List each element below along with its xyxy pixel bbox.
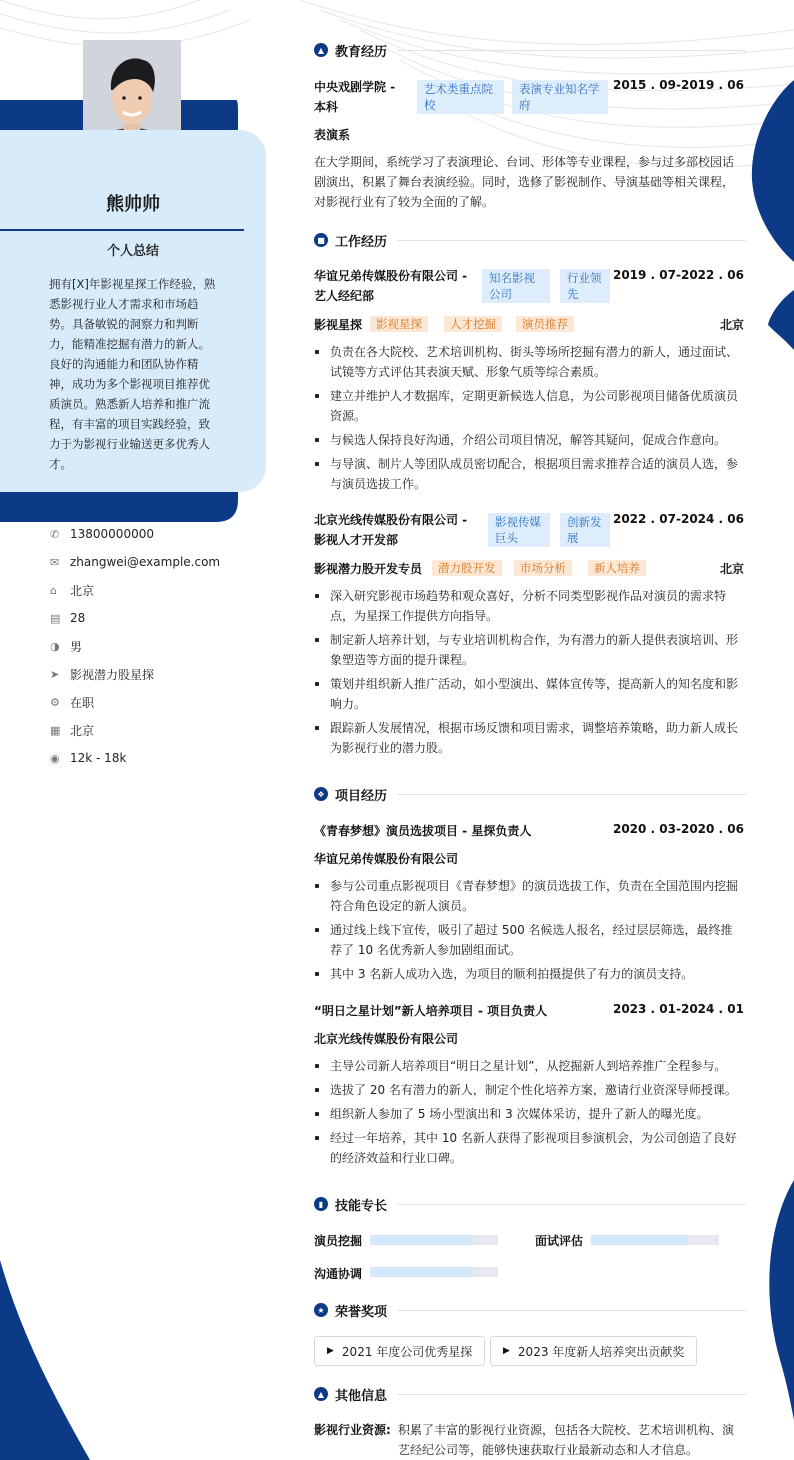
job-role: 影视星探 [314, 318, 363, 332]
bar-chart-icon: ▮ [314, 1197, 328, 1211]
education-tag: 表演专业知名学府 [512, 80, 608, 114]
project-bullet: 选拔了 20 名有潜力的新人，制定个性化培养方案，邀请行业资深导师授课。 [314, 1080, 744, 1100]
triangle-icon: ▶ [503, 1346, 510, 1356]
job-tag: 创新发展 [560, 513, 610, 547]
project-name: “明日之星计划”新人培养项目 - 项目负责人 [314, 1004, 548, 1018]
project-bullet: 组织新人参加了 5 场小型演出和 3 次媒体采访，提升了新人的曝光度。 [314, 1104, 744, 1124]
graduation-cap-icon: ▲ [314, 43, 328, 57]
work-section-header: ■ 工作经历 [314, 230, 746, 250]
personal-info-list [50, 520, 280, 772]
info-city: ⌂ 北京 [50, 583, 95, 598]
send-icon: ➤ [50, 667, 60, 681]
section-divider [397, 1204, 746, 1205]
job-skill-tag: 新人培养 [588, 560, 646, 576]
info-email: ✉ zhangwei@example.com [50, 555, 221, 569]
education-section-header: ▲ 教育经历 [314, 40, 746, 60]
education-date: 2015 . 09-2019 . 06 [612, 78, 744, 92]
job-skill-tag: 影视星探 [370, 316, 428, 332]
age-icon: ▤ [50, 611, 61, 625]
project-date: 2023 . 01-2024 . 01 [612, 1002, 744, 1016]
job-company: 北京光线传媒股份有限公司 - 影视人才开发部 [314, 513, 468, 547]
job-bullet: 制定新人培养计划，与专业培训机构合作，为有潜力的新人提供表演培训、形象塑造等方面的提升课程。 [314, 630, 744, 670]
job-date: 2019 . 07-2022 . 06 [612, 268, 744, 282]
project-company: 华谊兄弟传媒股份有限公司 [314, 852, 459, 866]
summary-title: 个人总结 [106, 244, 159, 259]
award-icon: ★ [314, 1303, 328, 1317]
section-divider [397, 50, 746, 51]
candidate-name: 熊帅帅 [106, 194, 160, 215]
info-target-job: ➤ 影视潜力股星探 [50, 667, 155, 682]
job-city: 北京 [719, 318, 744, 332]
job-bullet: 建立并维护人才数据库，定期更新候选人信息，为公司影视项目储备优质演员资源。 [314, 386, 744, 426]
skill-bar-fill [370, 1267, 472, 1277]
honors-section-header: ★ 荣誉奖项 [314, 1300, 746, 1320]
job-skill-tag: 演员推荐 [516, 316, 574, 332]
skills-section-header: ▮ 技能专长 [314, 1194, 746, 1214]
job-date: 2022 . 07-2024 . 06 [612, 512, 744, 526]
phone-icon: ✆ [50, 527, 60, 541]
grid-icon: ❖ [314, 787, 328, 801]
info-phone: ✆ 13800000000 [50, 527, 154, 541]
skill-bar [591, 1235, 719, 1245]
job-skill-tag: 市场分析 [514, 560, 572, 576]
other-label: 影视行业资源: [314, 1423, 391, 1437]
project-company: 北京光线传媒股份有限公司 [314, 1032, 459, 1046]
section-divider [397, 240, 746, 241]
info-target-city: ▦ 北京 [50, 723, 95, 738]
project-bullet: 经过一年培养，其中 10 名新人获得了影视项目参演机会，为公司创造了良好的经济效益和行业口碑。 [314, 1128, 744, 1168]
info-gender: ◑ 男 [50, 639, 83, 654]
education-school: 中央戏剧学院 - 本科 [314, 80, 396, 114]
project-date: 2020 . 03-2020 . 06 [612, 822, 744, 836]
project-bullet: 参与公司重点影视项目《青春梦想》的演员选拔工作，负责在全国范围内挖掘符合角色设定的新人演员。 [314, 876, 744, 916]
summary-text: 拥有[X]年影视星探工作经验，熟悉影视行业人才需求和市场趋势。具备敏锐的洞察力和判断力，能精准挖掘有潜力的新人。良好的沟通能力和团队协作精神，成功为多个影视项目推荐优质演员。熟悉新人培养和推广流程，有丰富的项目实践经验，致力于为影视行业输送更多优秀人才。 [49, 277, 216, 471]
other-section-header: ▲ 其他信息 [314, 1384, 746, 1404]
mail-icon: ✉ [50, 555, 60, 569]
honor-item: ▶ 2021 年度公司优秀星探 [314, 1336, 485, 1366]
info-status: ⚙ 在职 [50, 695, 95, 710]
left-column [0, 0, 290, 1460]
skill-bar-fill [591, 1235, 687, 1245]
job-company: 华谊兄弟传媒股份有限公司 - 艺人经纪部 [314, 269, 468, 303]
job-bullet: 与导演、制片人等团队成员密切配合，根据项目需求推荐合适的演员人选，参与演员选拔工作。 [314, 454, 744, 494]
job-city: 北京 [719, 562, 744, 576]
job-bullet: 策划并组织新人推广活动，如小型演出、媒体宣传等，提高新人的知名度和影响力。 [314, 674, 744, 714]
section-divider [397, 1394, 746, 1395]
skill-name: 演员挖掘 [314, 1234, 363, 1248]
summary-card [0, 130, 266, 492]
job-tag: 行业领先 [560, 269, 610, 303]
project-name: 《青春梦想》演员选拔项目 - 星探负责人 [314, 824, 532, 838]
info-salary: ◉ 12k - 18k [50, 751, 127, 765]
skill-bar-fill [370, 1235, 472, 1245]
job-bullet: 深入研究影视市场趋势和观众喜好，分析不同类型影视作品对演员的需求特点，为星探工作提供方向指导。 [314, 586, 744, 626]
briefcase-icon: ■ [314, 233, 328, 247]
job-role: 影视潜力股开发专员 [314, 562, 423, 576]
skill-name: 面试评估 [535, 1234, 584, 1248]
honor-item: ▶ 2023 年度新人培养突出贡献奖 [490, 1336, 697, 1366]
other-text: 积累了丰富的影视行业资源，包括各大院校、艺术培训机构、演艺经纪公司等，能够快速获取行业最新动态和人才信息。 [398, 1423, 735, 1457]
skill-bar [370, 1267, 498, 1277]
name-divider [0, 229, 244, 231]
education-major: 表演系 [314, 128, 351, 142]
salary-icon: ◉ [50, 751, 60, 765]
project-bullet: 主导公司新人培养项目“明日之星计划”，从挖掘新人到培养推广全程参与。 [314, 1056, 744, 1076]
job-tag: 知名影视公司 [482, 269, 550, 303]
info-age: ▤ 28 [50, 611, 86, 625]
status-icon: ⚙ [50, 695, 60, 709]
education-tag: 艺术类重点院校 [417, 80, 504, 114]
info-icon: ▲ [314, 1387, 328, 1401]
job-bullet: 负责在各大院校、艺术培训机构、街头等场所挖掘有潜力的新人，通过面试、试镜等方式评估其表演天赋、形象气质等综合素质。 [314, 342, 744, 382]
job-tag: 影视传媒巨头 [488, 513, 550, 547]
building-icon: ▦ [50, 723, 61, 737]
gender-icon: ◑ [50, 639, 60, 653]
skill-bar [370, 1235, 498, 1245]
job-skill-tag: 人才挖掘 [444, 316, 502, 332]
job-bullet: 跟踪新人发展情况，根据市场反馈和项目需求，调整培养策略，助力新人成长为影视行业的潜力股。 [314, 718, 744, 758]
job-bullet: 与候选人保持良好沟通，介绍公司项目情况，解答其疑问，促成合作意向。 [314, 430, 744, 450]
section-divider [397, 1310, 746, 1311]
job-skill-tag: 潜力股开发 [432, 560, 502, 576]
skill-name: 沟通协调 [314, 1267, 363, 1281]
section-divider [397, 794, 746, 795]
education-description: 在大学期间，系统学习了表演理论、台词、形体等专业课程，参与过多部校园话剧演出，积累了舞台表演经验。同时，选修了影视制作、导演基础等相关课程，对影视行业有了较为全面的了解。 [314, 155, 735, 209]
project-bullet: 其中 3 名新人成功入选，为项目的顺利拍摄提供了有力的演员支持。 [314, 964, 744, 984]
home-icon: ⌂ [50, 583, 57, 597]
project-bullet: 通过线上线下宣传，吸引了超过 500 名候选人报名，经过层层筛选，最终推荐了 10 名优秀新人参加剧组面试。 [314, 920, 744, 960]
projects-section-header: ❖ 项目经历 [314, 784, 746, 804]
triangle-icon: ▶ [327, 1346, 334, 1356]
